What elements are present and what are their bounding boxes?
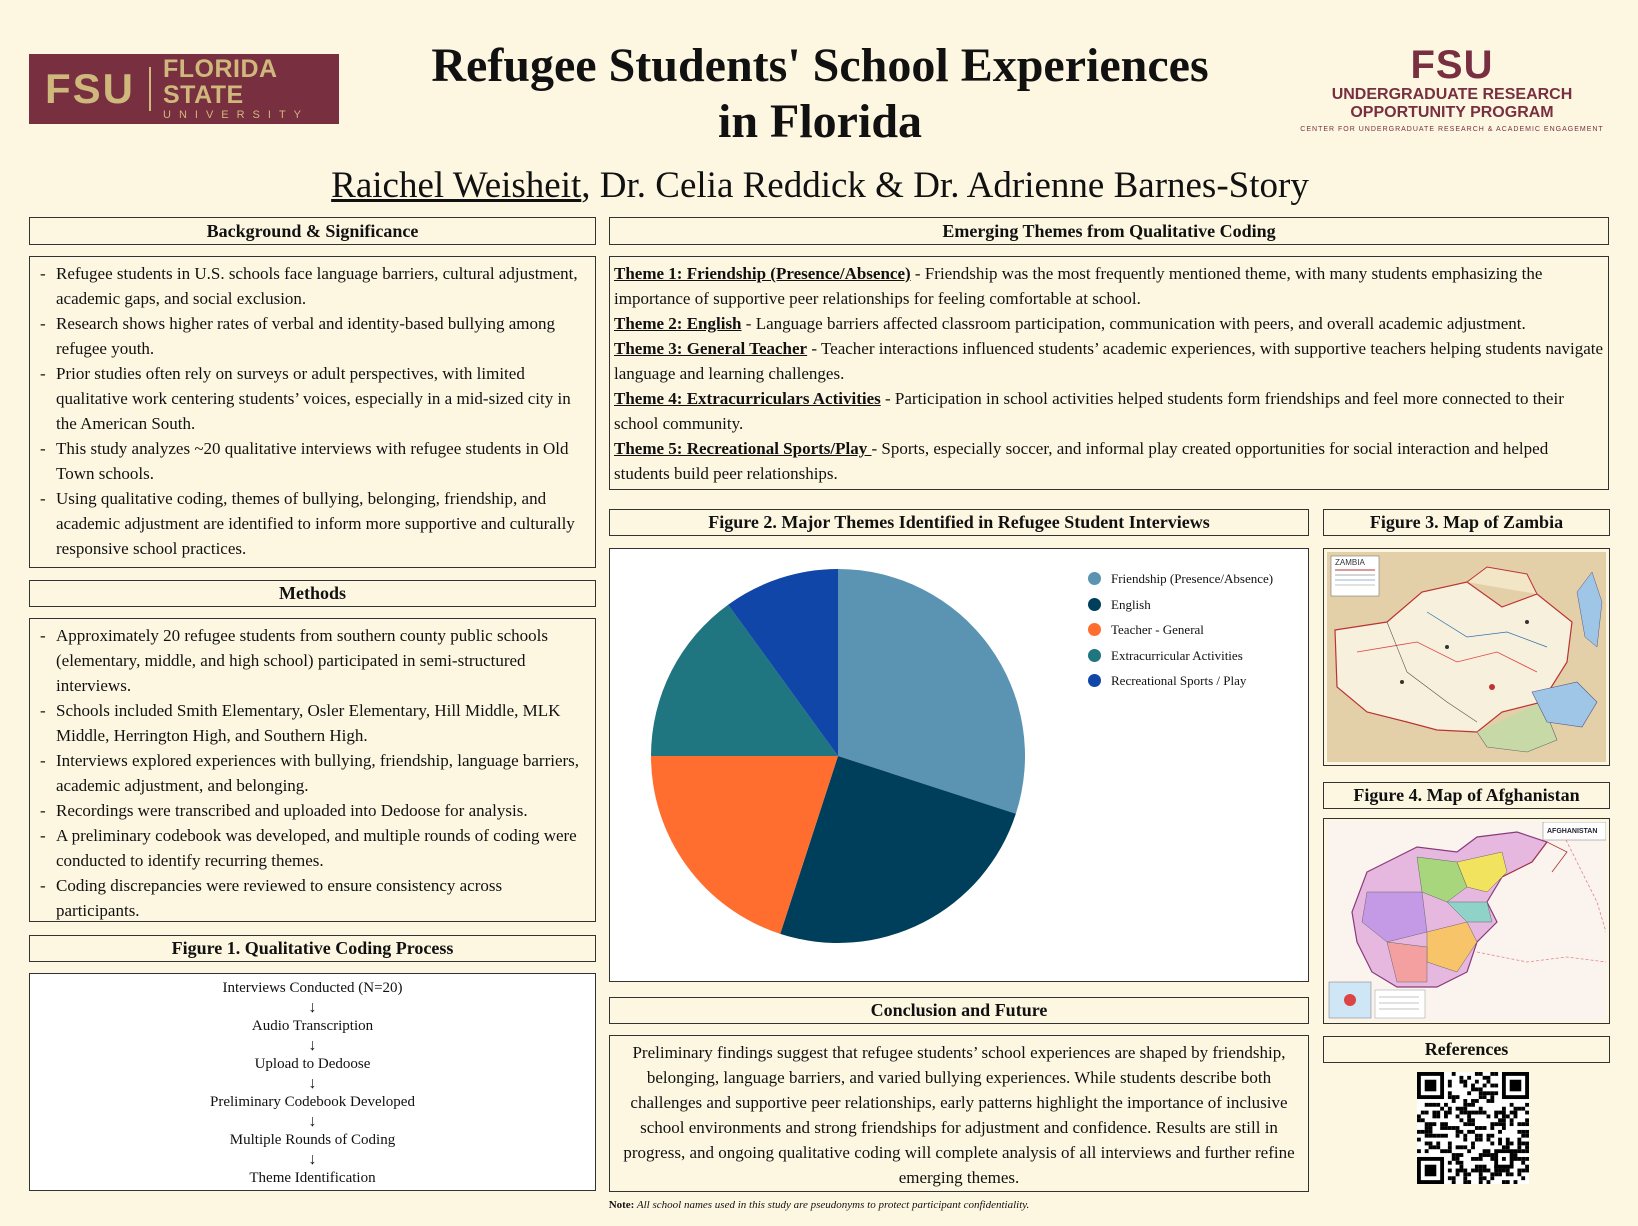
theme-item (614, 261, 1604, 311)
theme-label: Theme 4: Extracurriculars Activities (614, 389, 881, 408)
figure1-heading: Figure 1. Qualitative Coding Process (29, 935, 596, 962)
legend-label: Friendship (Presence/Absence) (1111, 571, 1274, 586)
legend-label: English (1111, 596, 1151, 612)
background-section (29, 256, 596, 568)
conclusion-section (609, 1035, 1309, 1192)
legend-item (1088, 643, 1273, 669)
conclusion-text: Preliminary findings suggest that refugee students’ school experiences are shaped by friendship, belonging, language barriers, and varied bullying experiences. While students describe both challenges and supportive peer relationships, early patterns highlight the importance of inclusive school environments and strong friendships for adjustment and confidence. Results are still in progress, and ongoing qualitative coding will complete analysis of all interviews and further refine emerging themes. (623, 1043, 1295, 1187)
theme-item (614, 386, 1604, 436)
figure3-heading: Figure 3. Map of Zambia (1323, 509, 1610, 536)
legend-swatch (1088, 572, 1101, 585)
afghanistan-map-title: AFGHANISTAN (1547, 828, 1598, 835)
theme-label: Theme 5: Recreational Sports/Play (614, 439, 872, 458)
legend-swatch (1088, 674, 1101, 687)
theme-label: Theme 3: General Teacher (614, 339, 808, 358)
fsu-logo (29, 54, 339, 124)
legend-item (1088, 592, 1273, 618)
flow-step: Multiple Rounds of Coding (229, 1132, 396, 1148)
theme-text: - Teacher interactions influenced students’ academic experiences, with supportive teachers helping students navigate language and learning challenges. (614, 339, 1604, 383)
fsu-logo-name: FLORIDA STATE (163, 55, 277, 109)
methods-heading: Methods (29, 580, 596, 607)
afghanistan-map (1323, 818, 1610, 1024)
flow-step: Theme Identification (249, 1170, 376, 1186)
list-item: - This study analyzes ~20 qualitative interviews with refugee students in Old Town schools. (36, 436, 589, 486)
theme-text: - Language barriers affected classroom participation, communication with peers, and overall academic adjustment. (741, 314, 1526, 333)
theme-text: - Sports, especially soccer, and informal play created opportunities for social interaction and helped students build peer relationships. (614, 439, 1549, 483)
theme-text: - Participation in school activities helped students form friendships and feel more connected to their school community. (614, 389, 1564, 433)
fsu-logo-mark: FSU (29, 67, 151, 111)
qr-code-icon (1417, 1072, 1529, 1184)
legend-label: Extracurricular Activities (1111, 647, 1243, 663)
list-item: - Prior studies often rely on surveys or adult perspectives, with limited qualitative work centering students’ voices, especially in a mid-sized city in the American South. (36, 361, 589, 436)
theme-item (614, 436, 1604, 486)
zambia-map-title: ZAMBIA (1335, 558, 1365, 567)
theme-label: Theme 1: Friendship (Presence/Absence) (614, 264, 911, 283)
conclusion-heading: Conclusion and Future (609, 997, 1309, 1024)
legend-label: Recreational Sports / Play (1111, 673, 1247, 688)
list-item: - Research shows higher rates of verbal and identity-based bullying among refugee youth. (36, 311, 589, 361)
legend-swatch (1088, 649, 1101, 662)
references-qr-code[interactable] (1417, 1072, 1529, 1184)
figure2-heading: Figure 2. Major Themes Identified in Refugee Student Interviews (609, 509, 1309, 536)
theme-label: Theme 2: English (614, 314, 742, 333)
author-first: Raichel Weisheit (331, 165, 582, 206)
title-line-2: in Florida (717, 95, 923, 148)
flow-step: Interviews Conducted (N=20) (222, 980, 403, 996)
themes-heading: Emerging Themes from Qualitative Coding (609, 217, 1609, 245)
urop-line-1: UNDERGRADUATE RESEARCH (1331, 86, 1573, 103)
legend-item (1088, 566, 1273, 592)
themes-section (609, 256, 1609, 490)
note-text: All school names used in this study are pseudonyms to protect participant confidentiality. (634, 1199, 1030, 1211)
flow-step: Upload to Dedoose (254, 1056, 371, 1072)
footer-note (0, 1199, 1638, 1211)
legend-item (1088, 617, 1273, 643)
list-item: - Coding discrepancies were reviewed to ensure consistency across participants. (36, 873, 589, 923)
theme-item (614, 311, 1604, 336)
flow-step: Preliminary Codebook Developed (210, 1094, 415, 1110)
afghanistan-map-image (1327, 822, 1606, 1020)
legend-item (1088, 668, 1273, 694)
down-arrow-icon: ↓ (308, 1037, 317, 1054)
zambia-map-image (1327, 552, 1606, 762)
list-item: - Recordings were transcribed and uploaded into Dedoose for analysis. (36, 798, 589, 823)
flow-step: Audio Transcription (251, 1018, 374, 1034)
urop-small: CENTER FOR UNDERGRADUATE RESEARCH & ACADEMIC ENGAGEMENT (1300, 126, 1604, 133)
fsu-logo-sub: UNIVERSITY (163, 109, 310, 121)
down-arrow-icon: ↓ (308, 1113, 317, 1130)
list-item: - Schools included Smith Elementary, Osler Elementary, Hill Middle, MLK Middle, Herrington High, and Southern High. (36, 698, 589, 748)
figure2-chart-panel (609, 548, 1309, 982)
background-list (36, 261, 589, 561)
down-arrow-icon: ↓ (308, 1151, 317, 1168)
theme-text: - Friendship was the most frequently mentioned theme, with many students emphasizing the importance of supportive peer relationships for feeling comfortable at school. (614, 264, 1543, 308)
down-arrow-icon: ↓ (308, 1075, 317, 1092)
authors-rest: , Dr. Celia Reddick & Dr. Adrienne Barnes-Story (581, 165, 1309, 206)
figure1-flowchart (29, 973, 596, 1191)
urop-logo-mark: FSU (1410, 43, 1494, 87)
list-item: - Using qualitative coding, themes of bullying, belonging, friendship, and academic adjustment are identified to inform more supportive and culturally responsive school practices. (36, 486, 589, 561)
references-heading: References (1323, 1036, 1610, 1063)
methods-section (29, 618, 596, 922)
down-arrow-icon: ↓ (308, 999, 317, 1016)
authors (300, 164, 1340, 208)
chart-legend (1088, 566, 1273, 694)
legend-label: Teacher - General (1111, 622, 1204, 637)
figure4-heading: Figure 4. Map of Afghanistan (1323, 782, 1610, 809)
list-item: - Approximately 20 refugee students from southern county public schools (elementary, middle, and high school) participated in semi-structured interviews. (36, 623, 589, 698)
background-heading: Background & Significance (29, 217, 596, 245)
urop-logo (1296, 44, 1608, 136)
title-line-1: Refugee Students' School Experiences (431, 39, 1209, 92)
legend-swatch (1088, 598, 1101, 611)
list-item: - A preliminary codebook was developed, and multiple rounds of coding were conducted to identify recurring themes. (36, 823, 589, 873)
note-label: Note: (608, 1199, 635, 1211)
urop-line-2: OPPORTUNITY PROGRAM (1350, 104, 1554, 121)
methods-list (36, 623, 589, 923)
list-item: - Refugee students in U.S. schools face language barriers, cultural adjustment, academic gaps, and social exclusion. (36, 261, 589, 311)
legend-swatch (1088, 623, 1101, 636)
theme-item (614, 336, 1604, 386)
list-item: - Interviews explored experiences with bullying, friendship, language barriers, academic adjustment, and belonging. (36, 748, 589, 798)
zambia-map (1323, 548, 1610, 766)
poster-title (340, 38, 1300, 150)
